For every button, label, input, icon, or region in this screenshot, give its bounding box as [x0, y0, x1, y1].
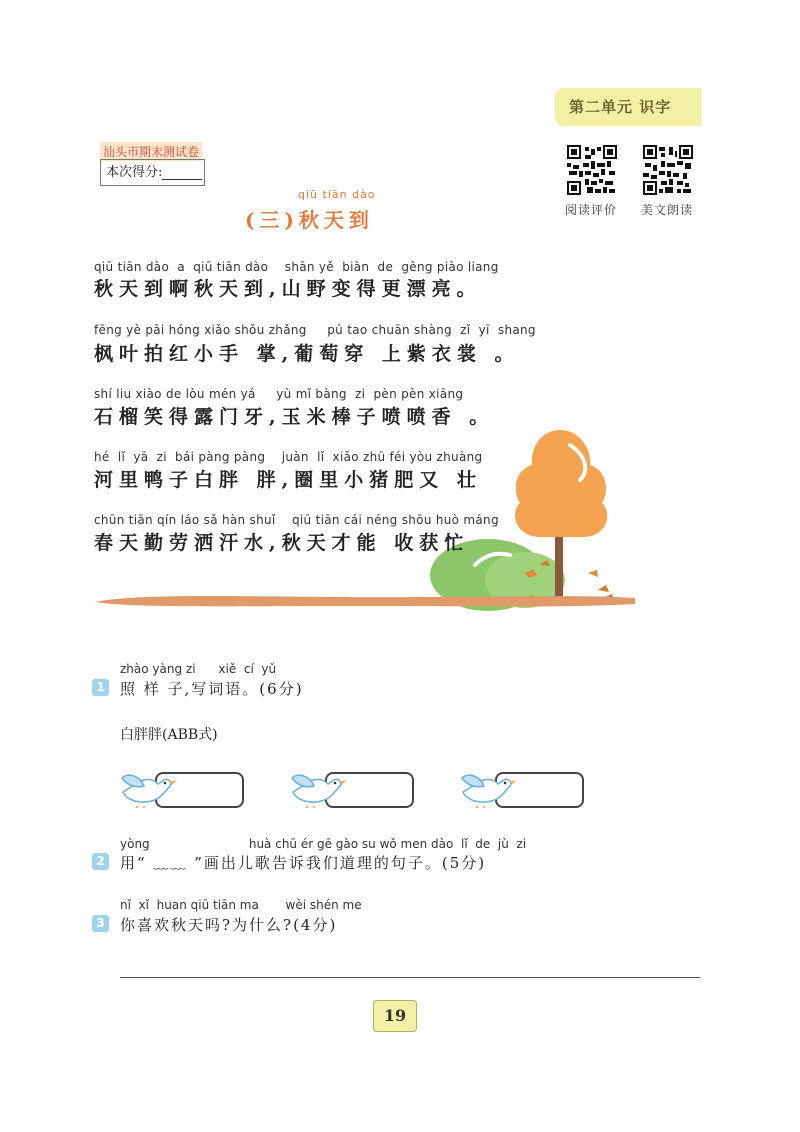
poem-line-2-pinyin: fēng yè pāi hóng xiǎo shǒu zhǎng pú tao chuān shàng zǐ yī shang — [94, 323, 536, 337]
poem-line-2: 枫叶拍红小手 掌,葡萄穿 上紫衣裳 。 — [94, 343, 520, 365]
question-1-number: 1 — [92, 679, 109, 696]
qr-caption-reading: 阅读评价 — [565, 203, 618, 217]
question-3-number: 3 — [92, 915, 109, 932]
poem-line-5-pinyin: chūn tiān qín láo sǎ hàn shuǐ qiū tiān cái néng shōu huò máng — [94, 513, 499, 527]
qr-code-reading-aloud-icon[interactable] — [643, 145, 693, 195]
question-2-pinyin: yòng huà chū ér gē gào su wǒ men dào lǐ de jù zi — [120, 837, 527, 851]
title-pinyin: qiū tiān dào — [298, 188, 376, 201]
poem-line-3: 石榴笑得露门牙,玉米棒子喷喷香 。 — [94, 406, 495, 428]
poem-line-5: 春天勤劳洒汗水,秋天才能 收获忙 — [94, 532, 470, 554]
question-1-text: 照 样 子,写词语。(6分) — [120, 680, 304, 698]
question-3-text: 你喜欢秋天吗?为什么?(4分) — [120, 916, 338, 934]
score-box — [100, 159, 205, 186]
question-2-number: 2 — [92, 853, 109, 870]
poem-line-1-pinyin: qiū tiān dào a qiū tiān dào shān yě biàn de gèng piào liang — [94, 260, 499, 274]
question-1-pinyin: zhào yàng zi xiě cí yǔ — [120, 662, 277, 676]
unit-tab: 第二单元 识字 — [555, 88, 701, 126]
question-3-pinyin: nǐ xǐ huan qiū tiān ma wèi shén me — [120, 898, 362, 912]
qr-code-reading-icon[interactable] — [567, 145, 617, 195]
dove-icon — [288, 764, 348, 808]
dove-icon — [118, 764, 178, 808]
example-word: 白胖胖(ABB式) — [120, 727, 218, 743]
ground-strip — [95, 592, 635, 610]
lesson-title: (三)秋天到 — [245, 208, 374, 232]
page-number: 19 — [373, 1000, 417, 1032]
poem-line-4-pinyin: hé lǐ yā zi bái pàng pàng juàn lǐ xiǎo zhū féi yòu zhuàng — [94, 450, 483, 464]
poem-line-1: 秋天到啊秋天到,山野变得更漂亮。 — [94, 278, 482, 300]
exam-label: 汕头市期末测试卷 — [100, 142, 202, 161]
qr-caption-reading-aloud: 美文朗读 — [641, 203, 694, 217]
footer-divider — [120, 977, 700, 978]
dove-icon — [458, 764, 518, 808]
score-label: 本次得分: — [106, 165, 163, 180]
question-2-text: 用“ ﹏﹏ ”画出儿歌告诉我们道理的句子。(5分) — [120, 854, 487, 872]
poem-line-4: 河里鸭子白胖 胖,圈里小猪肥又 壮 — [94, 469, 482, 491]
poem-line-3-pinyin: shí liu xiào de lòu mén yá yù mǐ bàng zi pèn pèn xiāng — [94, 387, 464, 401]
score-blank[interactable] — [162, 165, 202, 180]
